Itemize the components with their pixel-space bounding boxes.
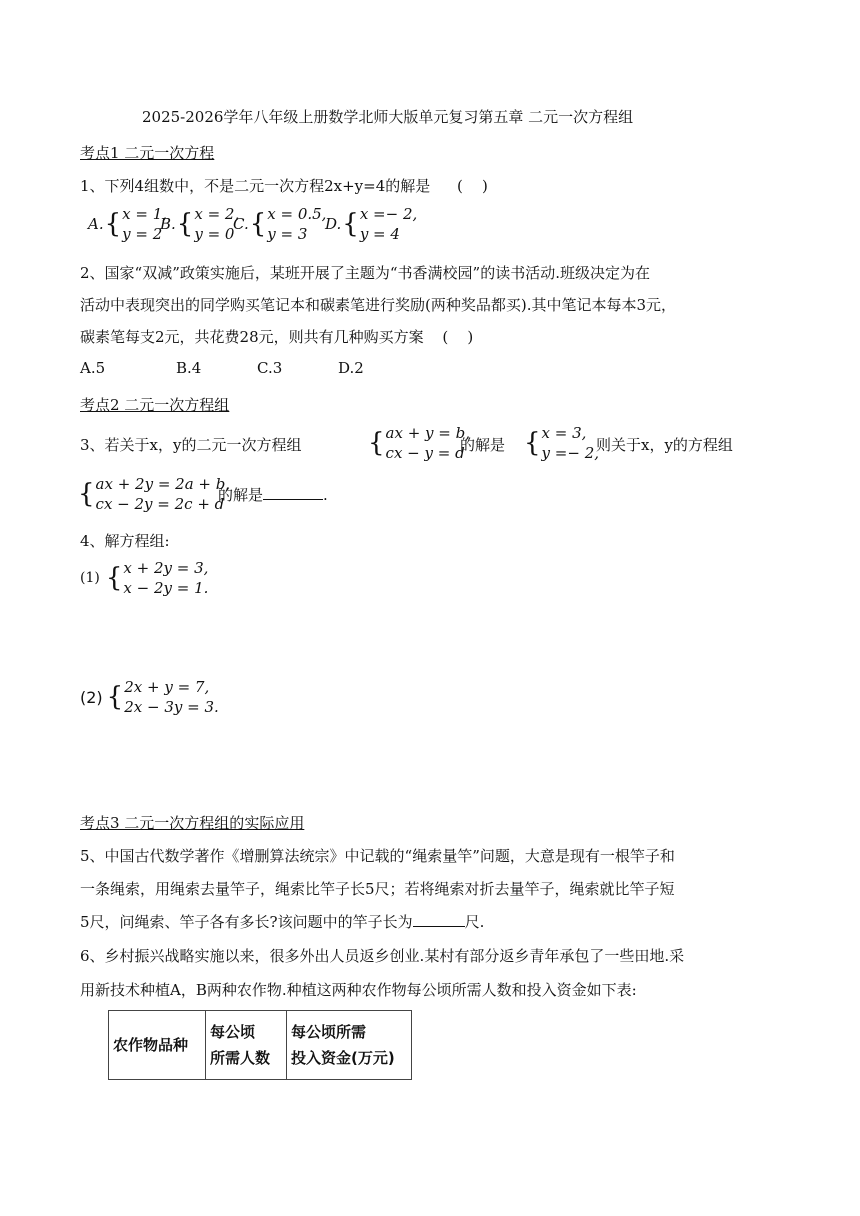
q3-system-2 [524,423,599,463]
answer-blank[interactable] [263,485,323,500]
header-funds-line1: 每公顷所需 [291,1023,367,1041]
option-c-line2: y = 3 [267,225,308,243]
q3-system-3-line2: cx − 2y = 2c + d [95,495,225,513]
header-crop-text: 农作物品种 [113,1036,189,1054]
question-4: 4、解方程组: [80,532,170,550]
question-2-line-3 [80,326,473,347]
part-1-line1: x + 2y = 3, [123,559,209,577]
unit-text: 尺. [464,913,485,931]
part-2-label: (2) [80,687,103,707]
period: . [323,486,328,504]
q3-system-3-line1: ax + 2y = 2a + b, [95,475,231,493]
option-b-line1: x = 2, [194,205,240,223]
question-5-text: 5尺，问绳索、竿子各有多长?该问题中的竿子长为 [80,913,413,931]
question-3-tail [218,484,328,505]
table-header-funds [287,1011,412,1080]
table-header-row [109,1011,412,1080]
brace-icon: { [249,209,267,239]
option-a-label: A. [88,215,104,233]
brace-icon: { [104,209,122,239]
question-3-post: 则关于x，y的方程组 [596,436,733,454]
answer-paren: ( ) [442,328,474,346]
question-1 [80,175,488,196]
section-heading-3: 考点3 二元一次方程组的实际应用 [80,814,305,832]
question-1-text: 1、下列4组数中，不是二元一次方程2x+y=4的解是 [80,177,431,195]
part-2-line1: 2x + y = 7, [124,678,210,696]
option-a-line2: y = 2 [122,225,163,243]
option-a-line1: x = 1, [122,205,168,223]
question-5-line-1: 5、中国古代数学著作《增删算法统宗》中记载的“绳索量竿”问题，大意是现有一根竿子和 [80,847,675,865]
question-2-line-2: 活动中表现突出的同学购买笔记本和碳素笔进行奖励(两种奖品都买).其中笔记本每本3元， [80,296,677,314]
question-3-tail-text: 的解是 [218,486,264,504]
option-d-line2: y = 4 [359,225,400,243]
brace-icon: { [176,209,194,239]
q3-system-2-line2: y =− 2, [541,444,600,462]
header-people-line2: 所需人数 [210,1049,271,1067]
option-d [325,204,417,244]
brace-icon: { [106,682,124,712]
option-b [160,204,239,244]
question-2-line-1: 2、国家“双减”政策实施后，某班开展了主题为“书香满校园”的读书活动.班级决定为在 [80,264,650,282]
q2-option-d: D.2 [338,359,364,377]
question-6-line-1: 6、乡村振兴战略实施以来，很多外出人员返乡创业.某村有部分返乡青年承包了一些田地.采 [80,947,685,965]
q2-option-c: C.3 [257,359,283,377]
part-2-line2: 2x − 3y = 3. [124,698,219,716]
q3-system-3 [78,474,230,514]
section-heading-2: 考点2 二元一次方程组 [80,396,230,414]
header-people-line1: 每公顷 [210,1023,256,1041]
option-d-line1: x =− 2, [359,205,418,223]
option-c-line1: x = 0.5, [267,205,327,223]
question-5-line-3 [80,911,484,932]
table-header-crop [109,1011,206,1080]
question-2-text: 碳素笔每支2元，共花费28元，则共有几种购买方案 [80,328,424,346]
answer-paren: ( ) [457,177,488,195]
brace-icon: { [368,428,385,458]
option-d-label: D. [325,215,342,233]
header-funds-line2: 投入资金(万元) [291,1049,395,1067]
document-title: 2025-2026学年八年级上册数学北师大版单元复习第五章 二元一次方程组 [142,108,634,126]
option-c [233,204,326,244]
table-header-people [206,1011,287,1080]
brace-icon: { [524,428,541,458]
option-c-label: C. [233,215,249,233]
option-b-label: B. [160,215,176,233]
option-a [88,204,167,244]
brace-icon: { [342,209,359,239]
q3-system-2-line1: x = 3, [541,424,587,442]
crop-table [108,1010,412,1080]
option-b-line2: y = 0 [194,225,235,243]
section-heading-1: 考点1 二元一次方程 [80,144,215,162]
question-6-line-2: 用新技术种植A，B两种农作物.种植这两种农作物每公顷所需人数和投入资金如下表: [80,981,637,999]
part-1-line2: x − 2y = 1. [123,579,209,597]
q3-system-1 [368,423,470,463]
q4-part-1 [80,558,208,598]
question-3-mid: 的解是 [460,436,506,454]
question-3-pre: 3、若关于x，y的二元一次方程组 [80,436,302,454]
q2-option-b: B.4 [176,359,202,377]
q2-option-a: A.5 [80,359,106,377]
brace-icon: { [78,479,95,509]
question-5-line-2: 一条绳索，用绳索去量竿子，绳索比竿子长5尺；若将绳索对折去量竿子，绳索就比竿子短 [80,880,675,898]
part-1-label: (1) [80,570,100,586]
answer-blank[interactable] [413,912,465,927]
brace-icon: { [105,563,123,593]
q3-system-1-line1: ax + y = b, [385,424,471,442]
q3-system-1-line2: cx − y = d [385,444,465,462]
q4-part-2 [80,677,219,717]
